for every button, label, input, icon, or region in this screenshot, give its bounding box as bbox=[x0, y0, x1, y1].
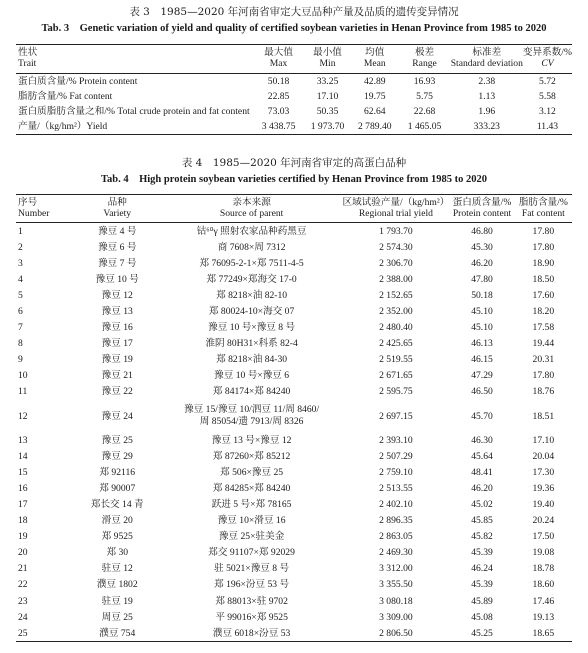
table4-parent-cell bbox=[161, 320, 343, 336]
table4-parent-line: 郑 506×豫豆 25 bbox=[220, 466, 284, 478]
table3-value-cell: 333.23 bbox=[473, 121, 500, 132]
table4-yield-cell: 2 402.10 bbox=[379, 498, 413, 510]
table4-protein-cell: 46.24 bbox=[471, 563, 493, 575]
table4-parent-cell bbox=[161, 561, 343, 577]
table4-parent-cell bbox=[161, 432, 343, 448]
table4-variety-cell: 驻豆 19 bbox=[101, 595, 133, 607]
table4-parent-cell bbox=[161, 271, 343, 287]
table4-yield-cell: 2 595.75 bbox=[379, 386, 413, 398]
table4-parent-line: 商 7608×周 7312 bbox=[217, 241, 286, 253]
table4-yield-cell: 2 388.00 bbox=[379, 273, 413, 285]
table4-row bbox=[16, 496, 572, 512]
table4-variety-cell: 豫豆 24 bbox=[101, 410, 133, 422]
table4-parent-cell bbox=[161, 239, 343, 255]
table4-number-cell: 7 bbox=[18, 322, 23, 334]
table4-protein-cell: 45.64 bbox=[471, 450, 493, 462]
table4-number-cell: 15 bbox=[18, 466, 28, 478]
table3-value-cell: 1 465.05 bbox=[407, 121, 442, 132]
table4-parent-line: 郑交 91107×郑 92029 bbox=[208, 547, 295, 559]
table4-yield-cell: 2 480.40 bbox=[379, 322, 413, 334]
table4-number-cell: 5 bbox=[18, 289, 23, 301]
table4-header-cell: 序号 Number bbox=[18, 197, 50, 219]
table4-parent-line: 郑 76095-2-1×郑 7511-4-5 bbox=[199, 257, 304, 269]
table3-value-cell: 42.89 bbox=[363, 76, 386, 87]
table4-number-cell: 23 bbox=[18, 595, 28, 607]
table4-number-cell: 18 bbox=[18, 515, 28, 527]
table3-trait-cell: 蛋白质脂肪含量之和/% Total crude protein and fat content bbox=[18, 106, 250, 117]
table3-value-cell: 1 973.70 bbox=[310, 121, 345, 132]
table3-value-cell: 3.12 bbox=[539, 106, 556, 117]
table4-protein-cell: 48.41 bbox=[471, 466, 493, 478]
table4-parent-cell bbox=[161, 336, 343, 352]
table4-row bbox=[16, 223, 572, 240]
table3-header-cell: 最小值 Min bbox=[313, 47, 342, 69]
table4-parent-line: 豫豆 15/豫豆 10/泗豆 11/周 8460/ bbox=[184, 404, 320, 416]
table4-yield-cell: 3 309.00 bbox=[379, 611, 413, 623]
table4-protein-cell: 45.25 bbox=[471, 627, 493, 639]
table4-variety-cell: 豫豆 17 bbox=[101, 338, 133, 350]
table4-variety-cell: 滑豆 20 bbox=[101, 515, 133, 527]
table4-parent-cell bbox=[161, 303, 343, 319]
table4-row bbox=[16, 336, 572, 352]
table4-row bbox=[16, 561, 572, 577]
table3-value-cell: 16.93 bbox=[413, 76, 436, 87]
table4-yield-cell: 2 306.70 bbox=[379, 257, 413, 269]
table4-fat-cell: 17.60 bbox=[532, 289, 555, 301]
table4-variety-cell: 濮豆 1802 bbox=[96, 579, 138, 591]
table4-protein-cell: 45.70 bbox=[471, 410, 493, 422]
table4-row bbox=[16, 545, 572, 561]
table4-parent-cell bbox=[161, 448, 343, 464]
table4-number-cell: 24 bbox=[18, 611, 28, 623]
table4-fat-cell: 19.13 bbox=[532, 611, 555, 623]
table3-header-cell: 均值 Mean bbox=[363, 47, 386, 69]
table3-header-cell: 变异系数/% CV bbox=[522, 47, 572, 69]
table4-parent-cell bbox=[161, 400, 343, 432]
table4-protein-cell: 45.02 bbox=[471, 498, 493, 510]
table4-fat-cell: 18.20 bbox=[532, 306, 555, 318]
table3 bbox=[16, 44, 572, 135]
table3-header-cell: 标准差 Standard deviation bbox=[450, 47, 523, 69]
table4-fat-cell: 17.80 bbox=[532, 225, 555, 237]
table3-trait-cell: 产量/（kg/hm²）Yield bbox=[18, 121, 108, 132]
table4-fat-cell: 18.90 bbox=[532, 257, 555, 269]
table4-parent-cell bbox=[161, 352, 343, 368]
table4-protein-cell: 47.80 bbox=[471, 273, 493, 285]
table4-protein-cell: 46.15 bbox=[471, 354, 493, 366]
table4-protein-cell: 45.08 bbox=[471, 611, 493, 623]
table4-protein-cell: 46.50 bbox=[471, 386, 493, 398]
table3-value-cell: 19.75 bbox=[363, 91, 386, 102]
table4-parent-cell bbox=[161, 513, 343, 529]
table4-variety-cell: 豫豆 29 bbox=[101, 450, 133, 462]
table3-value-cell: 22.68 bbox=[413, 106, 436, 117]
table4-fat-cell: 18.76 bbox=[532, 386, 555, 398]
table4 bbox=[16, 194, 572, 642]
table4-protein-cell: 45.82 bbox=[471, 531, 493, 543]
table4-number-cell: 12 bbox=[18, 410, 28, 422]
table4-parent-line: 郑 87260×郑 85212 bbox=[212, 450, 291, 462]
table4-parent-line: 平 99016×郑 9525 bbox=[215, 611, 288, 623]
table4-header-cell: 亲本来源 Source of parent bbox=[219, 197, 284, 219]
table4-parent-cell bbox=[161, 625, 343, 642]
table4-fat-cell: 17.30 bbox=[532, 466, 555, 478]
table4-yield-cell: 2 574.30 bbox=[379, 241, 413, 253]
table4-parent-cell bbox=[161, 480, 343, 496]
table3-value-cell: 22.85 bbox=[267, 91, 290, 102]
table4-protein-cell: 45.10 bbox=[471, 306, 493, 318]
table4-yield-cell: 3 312.00 bbox=[379, 563, 413, 575]
table4-protein-cell: 45.10 bbox=[471, 322, 493, 334]
table4-parent-cell bbox=[161, 529, 343, 545]
table3-value-cell: 3 438.75 bbox=[261, 121, 296, 132]
table4-fat-cell: 18.65 bbox=[532, 627, 555, 639]
table4-protein-cell: 46.20 bbox=[471, 257, 493, 269]
table4-variety-cell: 豫豆 21 bbox=[101, 370, 133, 382]
table4-row bbox=[16, 448, 572, 464]
table4-fat-cell: 18.50 bbox=[532, 273, 555, 285]
table4-row bbox=[16, 480, 572, 496]
table3-row bbox=[16, 119, 572, 135]
table3-value-cell: 50.35 bbox=[316, 106, 339, 117]
table4-variety-cell: 郑 30 bbox=[106, 547, 129, 559]
table4-fat-cell: 17.46 bbox=[532, 595, 555, 607]
table4-variety-cell: 豫豆 12 bbox=[101, 289, 133, 301]
table4-fat-cell: 17.80 bbox=[532, 241, 555, 253]
table4-protein-cell: 46.80 bbox=[471, 225, 493, 237]
table4-parent-line: 郑 80024-10×海交 07 bbox=[208, 306, 295, 318]
table4-parent-cell bbox=[161, 255, 343, 271]
table3-row bbox=[16, 104, 572, 119]
table3-trait-cell: 脂肪含量/% Fat content bbox=[18, 91, 113, 102]
table4-row bbox=[16, 303, 572, 319]
table4-row bbox=[16, 609, 572, 625]
table3-header-cell: 性状 Trait bbox=[18, 47, 38, 69]
table4-variety-cell: 豫豆 13 bbox=[101, 306, 133, 318]
table3-value-cell: 50.18 bbox=[267, 76, 290, 87]
table4-parent-cell bbox=[161, 545, 343, 561]
table4-number-cell: 16 bbox=[18, 482, 28, 494]
table4-protein-cell: 45.39 bbox=[471, 547, 493, 559]
table4-number-cell: 6 bbox=[18, 306, 23, 318]
table3-value-cell: 5.58 bbox=[539, 91, 556, 102]
table4-yield-cell: 2 425.65 bbox=[379, 338, 413, 350]
table4-protein-cell: 46.20 bbox=[471, 482, 493, 494]
table4-yield-cell: 2 513.55 bbox=[379, 482, 413, 494]
table4-variety-cell: 豫豆 4 号 bbox=[98, 225, 137, 237]
table3-header-cell: 最大值 Max bbox=[264, 47, 293, 69]
table4-number-cell: 21 bbox=[18, 563, 28, 575]
table4-variety-cell: 郑 9525 bbox=[101, 531, 133, 543]
table4-row bbox=[16, 368, 572, 384]
table4-protein-cell: 45.30 bbox=[471, 241, 493, 253]
table4-number-cell: 25 bbox=[18, 627, 28, 639]
table4-fat-cell: 17.10 bbox=[532, 434, 555, 446]
table4-yield-cell: 3 355.50 bbox=[379, 579, 413, 591]
table3-value-cell: 2.38 bbox=[478, 76, 496, 87]
table4-fat-cell: 19.40 bbox=[532, 498, 555, 510]
table4-parent-line: 濮豆 6018×汾豆 53 bbox=[212, 627, 291, 639]
table4-row bbox=[16, 255, 572, 271]
table4-yield-cell: 2 759.10 bbox=[379, 466, 413, 478]
table4-parent-cell bbox=[161, 287, 343, 303]
table4-yield-cell: 2 352.00 bbox=[379, 306, 413, 318]
table4-parent-cell bbox=[161, 496, 343, 512]
table4-parent-line: 郑 196×汾豆 53 号 bbox=[214, 579, 290, 591]
table4-header-cell: 蛋白质含量/% Protein content bbox=[452, 197, 512, 219]
table4-number-cell: 20 bbox=[18, 547, 28, 559]
table4-header-cell: 区域试验产量/（kg/hm²） Regional trial yield bbox=[342, 197, 450, 219]
table4-protein-cell: 46.30 bbox=[471, 434, 493, 446]
table4-parent-cell bbox=[161, 464, 343, 480]
table4-variety-cell: 豫豆 10 号 bbox=[95, 273, 139, 285]
table4-parent-line: 郑 84285×郑 84240 bbox=[212, 482, 291, 494]
table4-number-cell: 3 bbox=[18, 257, 23, 269]
table4-variety-cell: 豫豆 6 号 bbox=[98, 241, 137, 253]
table4-parent-line: 钴⁶⁰γ 照射农家品种药黑豆 bbox=[196, 225, 307, 237]
table4-protein-cell: 46.13 bbox=[471, 338, 493, 350]
table4-number-cell: 2 bbox=[18, 241, 23, 253]
table4-parent-cell bbox=[161, 223, 343, 240]
table4-fat-cell: 18.78 bbox=[532, 563, 555, 575]
table4-protein-cell: 45.39 bbox=[471, 579, 493, 591]
table4-fat-cell: 19.08 bbox=[532, 547, 555, 559]
table4-fat-cell: 17.50 bbox=[532, 531, 555, 543]
table4-row bbox=[16, 400, 572, 432]
table4-yield-cell: 1 793.70 bbox=[379, 225, 413, 237]
table4-row bbox=[16, 464, 572, 480]
table3-row bbox=[16, 74, 572, 90]
table4-parent-line: 豫豆 25×驻美金 bbox=[218, 531, 285, 543]
table4-yield-cell: 2 806.50 bbox=[379, 627, 413, 639]
table3-trait-cell: 蛋白质含量/% Protein content bbox=[18, 76, 138, 87]
table4-yield-cell: 2 507.29 bbox=[379, 450, 413, 462]
table4-caption-en: Tab. 4 High protein soybean varieties certified by Henan Province from 1985 to 2020 bbox=[100, 174, 488, 185]
table4-parent-line: 郑 8218×油 82-10 bbox=[216, 289, 288, 301]
table4-fat-cell: 17.80 bbox=[532, 370, 555, 382]
table3-header-cell: 极差 Range bbox=[412, 47, 437, 69]
table4-variety-cell: 郑长交 14 青 bbox=[90, 498, 144, 510]
table4-row bbox=[16, 384, 572, 400]
table3-value-cell: 73.03 bbox=[267, 106, 290, 117]
table4-parent-line: 郑 88013×驻 9702 bbox=[215, 595, 288, 607]
table4-fat-cell: 19.44 bbox=[532, 338, 555, 350]
table4-fat-cell: 17.58 bbox=[532, 322, 555, 334]
table3-value-cell: 1.13 bbox=[478, 91, 496, 102]
table4-yield-cell: 3 080.18 bbox=[379, 595, 413, 607]
table4-parent-line: 豫豆 13 号×豫豆 12 bbox=[211, 434, 292, 446]
table4-parent-line: 驻 5021×豫豆 8 号 bbox=[214, 563, 290, 575]
table4-yield-cell: 2 697.15 bbox=[379, 410, 413, 422]
table3-value-cell: 2 789.40 bbox=[357, 121, 392, 132]
table3-caption-en: Tab. 3 Genetic variation of yield and quality of certified soybean varieties in Henan Province from 1985 to 2020 bbox=[41, 23, 547, 34]
table3-value-cell: 1.96 bbox=[478, 106, 496, 117]
table4-number-cell: 13 bbox=[18, 434, 28, 446]
table4-parent-line: 周 85054/遗 7913/周 8326 bbox=[199, 416, 304, 428]
table3-caption-cn: 表 3 1985—2020 年河南省审定大豆品种产量及品质的遗传变异情况 bbox=[129, 6, 459, 18]
table4-row bbox=[16, 625, 572, 642]
table3-value-cell: 5.75 bbox=[416, 91, 433, 102]
table4-header-row bbox=[16, 195, 572, 223]
table4-yield-cell: 2 671.65 bbox=[379, 370, 413, 382]
table4-header-cell: 品种 Variety bbox=[103, 197, 132, 219]
table4-variety-cell: 郑 90007 bbox=[99, 482, 136, 494]
table4-parent-cell bbox=[161, 384, 343, 400]
table4-row bbox=[16, 432, 572, 448]
table4-fat-cell: 19.36 bbox=[532, 482, 555, 494]
table4-number-cell: 8 bbox=[18, 338, 23, 350]
table4-number-cell: 4 bbox=[18, 273, 23, 285]
table4-fat-cell: 20.24 bbox=[532, 515, 555, 527]
table4-yield-cell: 2 519.55 bbox=[379, 354, 413, 366]
table4-number-cell: 22 bbox=[18, 579, 28, 591]
table3-header-row bbox=[16, 45, 572, 74]
table4-protein-cell: 45.85 bbox=[471, 515, 493, 527]
table4-fat-cell: 20.04 bbox=[532, 450, 555, 462]
table3-value-cell: 5.72 bbox=[539, 76, 556, 87]
table4-row bbox=[16, 239, 572, 255]
table4-variety-cell: 濮豆 754 bbox=[99, 627, 136, 639]
table3-value-cell: 17.10 bbox=[316, 91, 339, 102]
table4-caption-cn: 表 4 1985—2020 年河南省审定的高蛋白品种 bbox=[181, 157, 407, 169]
table4-row bbox=[16, 513, 572, 529]
table4-protein-cell: 47.29 bbox=[471, 370, 493, 382]
table4-variety-cell: 豫豆 16 bbox=[101, 322, 133, 334]
table4-parent-line: 淮阴 80H31×科系 82-4 bbox=[205, 338, 298, 350]
table4-variety-cell: 豫豆 7 号 bbox=[98, 257, 137, 269]
table4-row bbox=[16, 577, 572, 593]
table4-variety-cell: 周豆 25 bbox=[101, 611, 133, 623]
table4-number-cell: 14 bbox=[18, 450, 28, 462]
table4-variety-cell: 郑 92116 bbox=[99, 466, 136, 478]
table4-protein-cell: 50.18 bbox=[471, 289, 493, 301]
table4-fat-cell: 18.51 bbox=[532, 410, 555, 422]
table4-number-cell: 11 bbox=[18, 386, 28, 398]
table4-row bbox=[16, 271, 572, 287]
table3-value-cell: 33.25 bbox=[316, 76, 339, 87]
table4-yield-cell: 2 152.65 bbox=[379, 289, 413, 301]
table4-yield-cell: 2 863.05 bbox=[379, 531, 413, 543]
table4-parent-line: 豫豆 10 号×豫豆 6 bbox=[214, 370, 290, 382]
table4-parent-line: 郑 8218×油 84-30 bbox=[216, 354, 288, 366]
table4-row bbox=[16, 352, 572, 368]
table4-parent-line: 郑 77249×郑海交 17-0 bbox=[206, 273, 297, 285]
table4-parent-line: 郑 84174×郑 84240 bbox=[212, 386, 291, 398]
table4-protein-cell: 45.89 bbox=[471, 595, 493, 607]
table4-parent-line: 豫豆 10×滑豆 16 bbox=[217, 515, 286, 527]
table3-value-cell: 11.43 bbox=[536, 121, 559, 132]
table4-number-cell: 17 bbox=[18, 498, 28, 510]
table4-parent-line: 豫豆 10 号×豫豆 8 号 bbox=[208, 322, 296, 334]
table4-variety-cell: 豫豆 22 bbox=[101, 386, 133, 398]
table4-fat-cell: 20.31 bbox=[532, 354, 555, 366]
table4-variety-cell: 驻豆 12 bbox=[101, 563, 133, 575]
table4-parent-cell bbox=[161, 609, 343, 625]
table4-yield-cell: 2 896.35 bbox=[379, 515, 413, 527]
table4-yield-cell: 2 469.30 bbox=[379, 547, 413, 559]
table4-variety-cell: 豫豆 25 bbox=[101, 434, 133, 446]
table4-number-cell: 19 bbox=[18, 531, 28, 543]
table3-row bbox=[16, 89, 572, 104]
table4-fat-cell: 18.60 bbox=[532, 579, 555, 591]
table4-number-cell: 10 bbox=[18, 370, 28, 382]
table4-row bbox=[16, 529, 572, 545]
table4-parent-cell bbox=[161, 593, 343, 609]
table4-parent-cell bbox=[161, 368, 343, 384]
table4-row bbox=[16, 593, 572, 609]
table4-header-cell: 脂肪含量/% Fat content bbox=[518, 197, 568, 219]
table4-parent-cell bbox=[161, 577, 343, 593]
table4-yield-cell: 2 393.10 bbox=[379, 434, 413, 446]
table4-number-cell: 9 bbox=[18, 354, 23, 366]
table3-value-cell: 62.64 bbox=[363, 106, 386, 117]
table4-number-cell: 1 bbox=[18, 225, 23, 237]
table4-variety-cell: 豫豆 19 bbox=[101, 354, 133, 366]
table4-parent-line: 跃进 5 号×郑 78165 bbox=[211, 498, 292, 510]
table4-row bbox=[16, 320, 572, 336]
table4-row bbox=[16, 287, 572, 303]
